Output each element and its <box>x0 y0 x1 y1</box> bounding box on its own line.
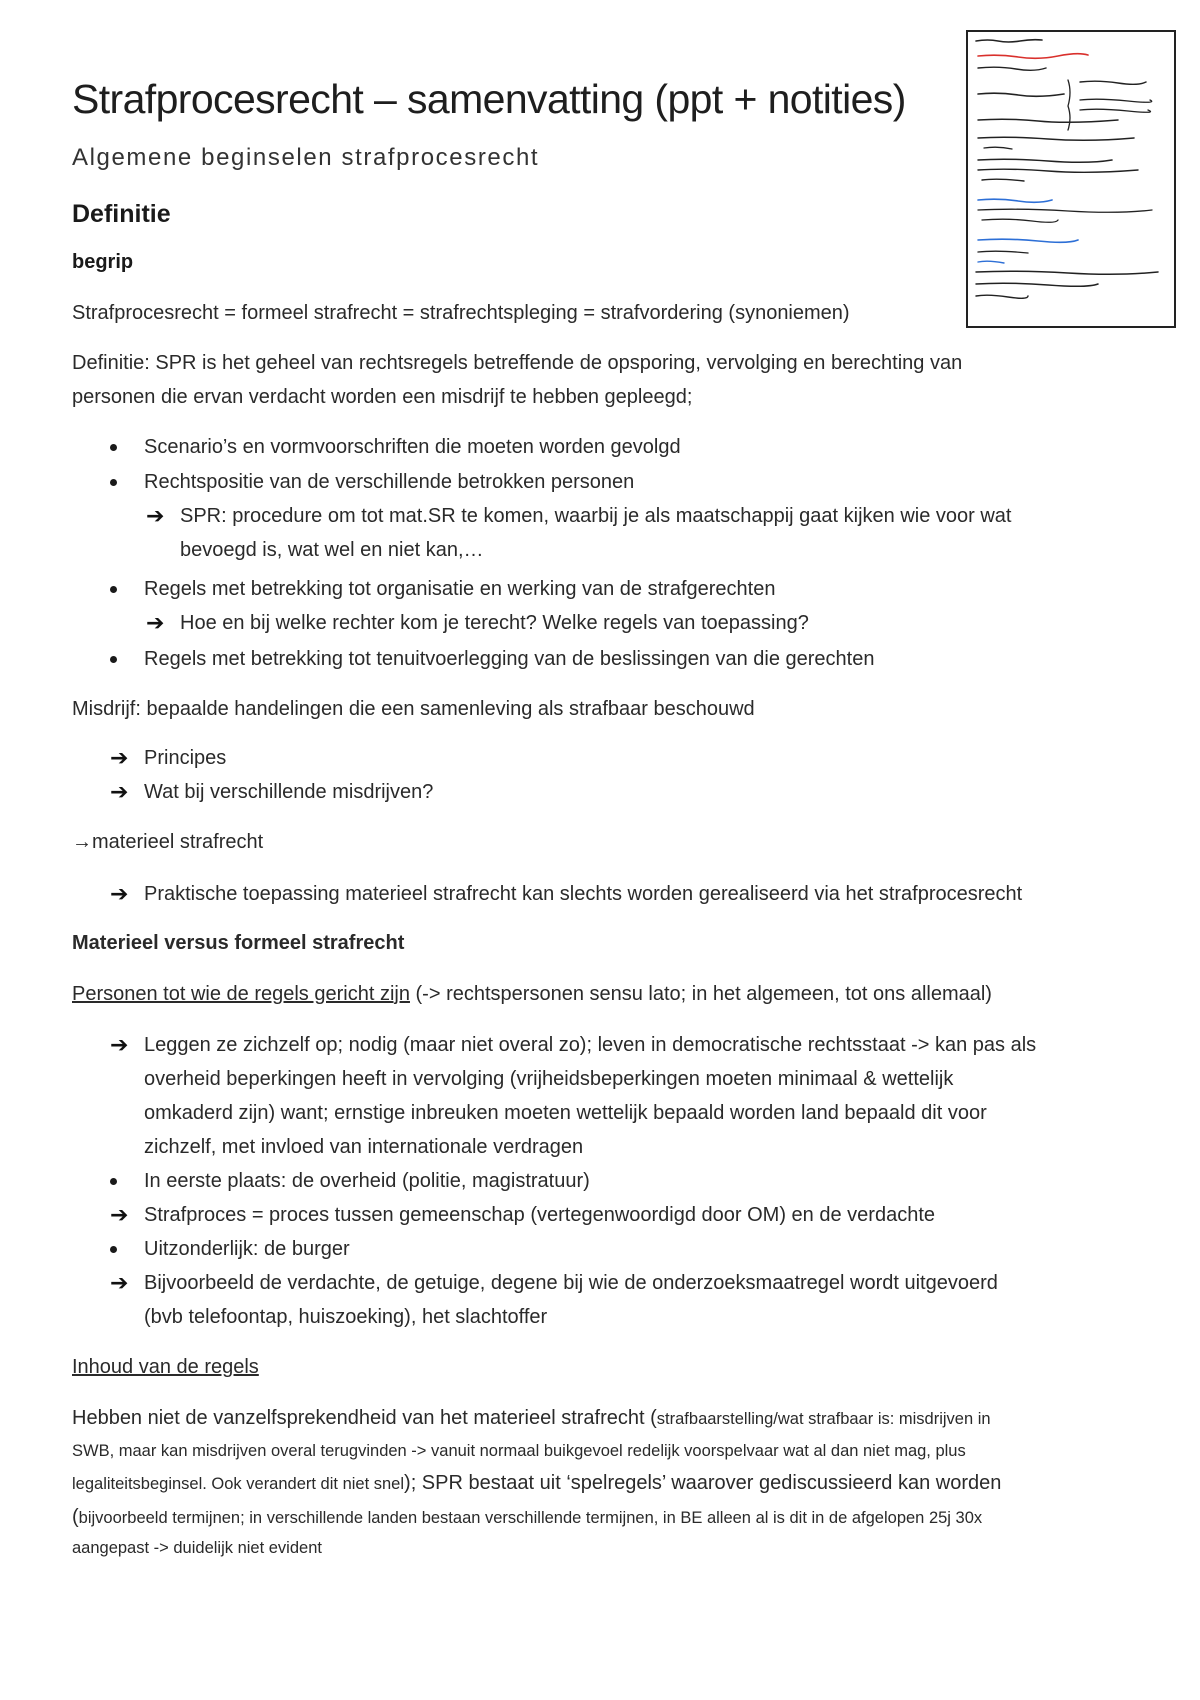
arrow-item-spr-procedure-1: SPR: procedure om tot mat.SR te komen, waarbij je als maatschappij gaat kijken wie voor wat <box>180 505 1012 527</box>
bullet-dot <box>110 1178 117 1185</box>
inhoud-line-2: SWB, maar kan misdrijven overal terugvinden -> vanuit normaal buikgevoel redelijk voorspelvaar wat al dan niet mag, plus <box>72 1442 966 1460</box>
personen-arrow-1-line-1: Leggen ze zichzelf op; nodig (maar niet overal zo); leven in democratische rechtsstaat -> kan pas als <box>144 1034 1037 1056</box>
personen-arrow-1-line-4: zichzelf, met invloed van internationale verdragen <box>144 1136 584 1158</box>
arrow-item-spr-procedure-2: bevoegd is, wat wel en niet kan,… <box>180 539 484 561</box>
bullet-dot <box>110 479 117 486</box>
arrow-icon: ➔ <box>110 745 129 770</box>
heading-personen: Personen tot wie de regels gericht zijn <box>72 983 410 1005</box>
arrow-icon: ➔ <box>110 1032 129 1057</box>
handwritten-notes-image <box>968 32 1174 326</box>
inhoud-text: Hebben niet de vanzelfsprekendheid van het materieel strafrecht ( <box>72 1407 657 1429</box>
inhoud-text: ); SPR bestaat uit ‘spelregels’ waarover gediscussieerd kan worden <box>404 1472 1002 1494</box>
arrow-item-bijvoorbeeld-line-2: (bvb telefoontap, huiszoeking), het slachtoffer <box>144 1306 548 1328</box>
definition-line-1: Definitie: SPR is het geheel van rechtsregels betreffende de opsporing, vervolging en berechting van <box>72 352 963 374</box>
heading-inhoud: Inhoud van de regels <box>72 1356 259 1378</box>
arrow-item-bijvoorbeeld-line-1: Bijvoorbeeld de verdachte, de getuige, degene bij wie de onderzoeksmaatregel wordt uitgevoerd <box>144 1272 998 1294</box>
inhoud-line-1 <box>72 1401 991 1436</box>
inhoud-line-4 <box>72 1500 982 1535</box>
document-title: Strafprocesrecht – samenvatting (ppt + notities) <box>72 76 906 122</box>
inhoud-text: ( <box>72 1506 79 1528</box>
arrow-item-misdrijven: Wat bij verschillende misdrijven? <box>144 781 434 803</box>
arrow-icon: ➔ <box>110 1270 129 1295</box>
arrow-item-strafproces: Strafproces = proces tussen gemeenschap (vertegenwoordigd door OM) en de verdachte <box>144 1204 935 1226</box>
arrow-icon: ➔ <box>110 1202 129 1227</box>
document-subtitle: Algemene beginselen strafprocesrecht <box>72 144 540 171</box>
heading-materieel-vs-formeel: Materieel versus formeel strafrecht <box>72 932 405 954</box>
personen-arrow-1-line-3: omkaderd zijn) want; ernstige inbreuken moeten wettelijk bepaald worden land bepaald dit voor <box>144 1102 987 1124</box>
personen-line <box>72 977 992 1011</box>
bullet-tenuitvoerlegging: Regels met betrekking tot tenuitvoerlegging van de beslissingen van die gerechten <box>144 648 875 670</box>
inhoud-note: bijvoorbeeld termijnen; in verschillende landen bestaan verschillende termijnen, in BE alleen al is dit in de afgelopen 25j 30x <box>78 1509 983 1527</box>
handwritten-notes-thumbnail <box>966 30 1176 328</box>
arrow-icon: ➔ <box>110 779 129 804</box>
materieel-strafrecht-label: →materieel strafrecht <box>72 831 264 853</box>
arrow-item-praktische-toepassing: Praktische toepassing materieel strafrecht kan slechts worden gerealiseerd via het strafprocesrecht <box>144 883 1023 905</box>
inhoud-line-3 <box>72 1466 1001 1501</box>
bullet-rechtspositie: Rechtspositie van de verschillende betrokken personen <box>144 471 635 493</box>
heading-definitie: Definitie <box>72 200 171 228</box>
misdrijf-line: Misdrijf: bepaalde handelingen die een samenleving als strafbaar beschouwd <box>72 698 755 720</box>
arrow-icon: ➔ <box>146 503 165 528</box>
inhoud-note: legaliteitsbeginsel. Ook verandert dit niet snel <box>72 1475 405 1493</box>
inhoud-note: strafbaarstelling/wat strafbaar is: misdrijven in <box>656 1410 991 1428</box>
inhoud-line-5: aangepast -> duidelijk niet evident <box>72 1539 322 1557</box>
bullet-burger: Uitzonderlijk: de burger <box>144 1238 350 1260</box>
definition-line-2: personen die ervan verdacht worden een misdrijf te hebben gepleegd; <box>72 386 693 408</box>
synonyms-line: Strafprocesrecht = formeel strafrecht = strafrechtspleging = strafvordering (synoniemen) <box>72 302 850 324</box>
heading-begrip: begrip <box>72 251 134 273</box>
arrow-item-principes: Principes <box>144 747 227 769</box>
personen-arrow-1-line-2: overheid beperkingen heeft in vervolging (vrijheidsbeperkingen moeten minimaal & wettelijk <box>144 1068 954 1090</box>
bullet-dot <box>110 444 117 451</box>
arrow-item-rechter: Hoe en bij welke rechter kom je terecht? Welke regels van toepassing? <box>180 612 809 634</box>
arrow-icon: ➔ <box>146 610 165 635</box>
bullet-dot <box>110 1246 117 1253</box>
bullet-dot <box>110 656 117 663</box>
bullet-scenarios: Scenario’s en vormvoorschriften die moeten worden gevolgd <box>144 436 681 458</box>
personen-note: (-> rechtspersonen sensu lato; in het algemeen, tot ons allemaal) <box>409 983 992 1005</box>
arrow-icon: ➔ <box>110 881 129 906</box>
bullet-overheid: In eerste plaats: de overheid (politie, magistratuur) <box>144 1170 590 1192</box>
bullet-dot <box>110 586 117 593</box>
bullet-organisatie: Regels met betrekking tot organisatie en werking van de strafgerechten <box>144 578 776 600</box>
